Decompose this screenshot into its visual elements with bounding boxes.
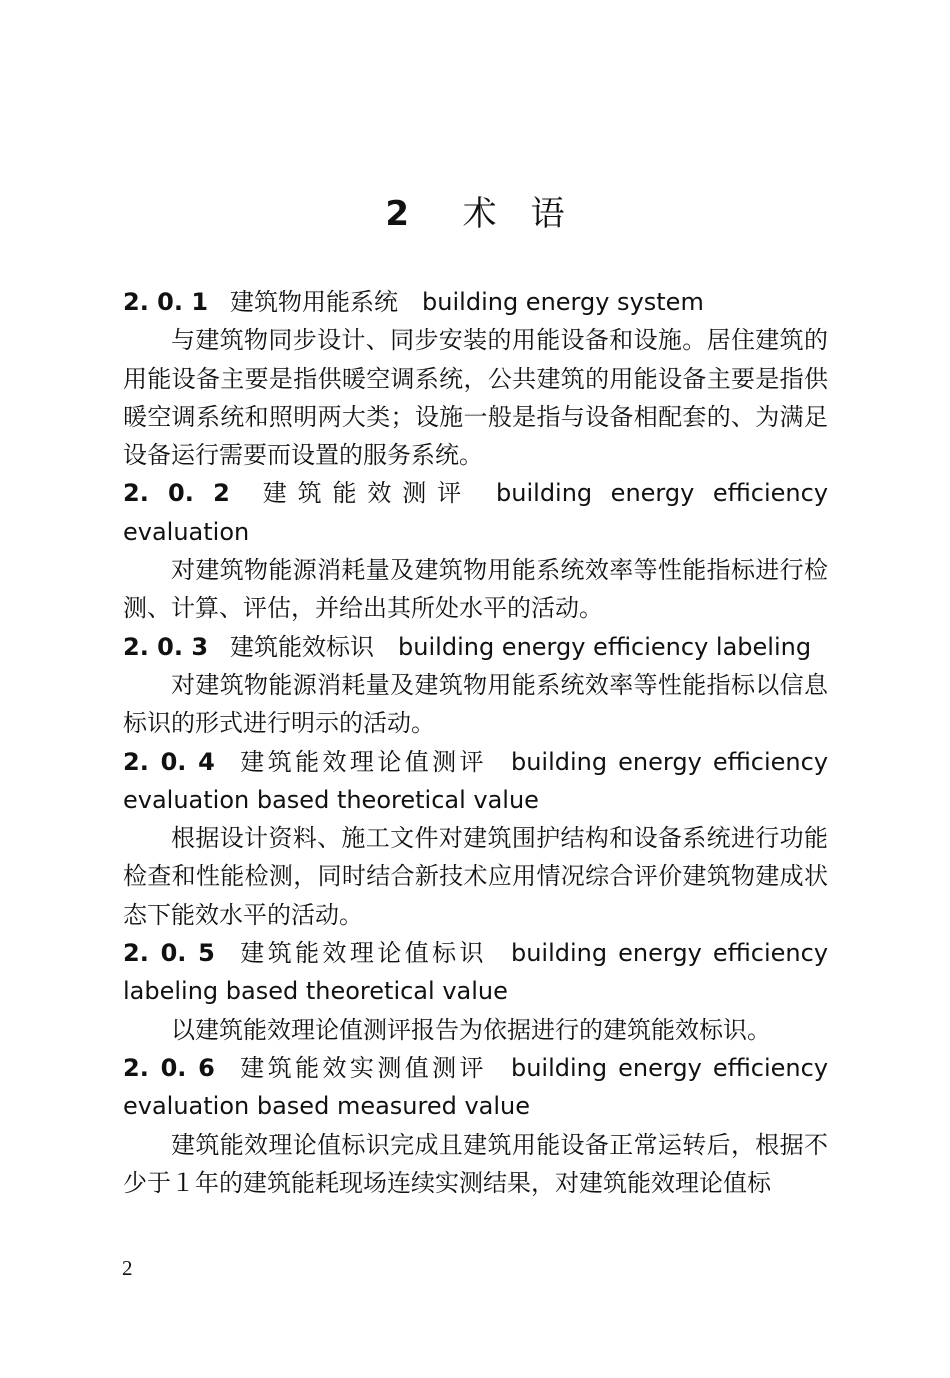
term-english-name: building energy efficiency labeling based theoretical value: [123, 939, 829, 1006]
term-definition: 根据设计资料、施工文件对建筑围护结构和设备系统进行功能检查和性能检测，同时结合新技术应用情况综合评价建筑物建成状态下能效水平的活动。: [123, 824, 828, 929]
term-number: 2. 0. 1: [123, 288, 209, 316]
term-definition: 对建筑物能源消耗量及建筑物用能系统效率等性能指标进行检测、计算、评估，并给出其所处水平的活动。: [123, 556, 828, 623]
term-chinese-name: 建筑能效理论值标识: [236, 939, 487, 968]
term-heading: [123, 283, 828, 321]
term-number: 2. 0. 2: [123, 479, 230, 508]
terms-section: [123, 283, 828, 1202]
term-english-name: building energy efficiency evaluation based measured value: [123, 1053, 829, 1121]
term-chinese-name: 建筑能效理论值测评: [236, 747, 487, 776]
term-english-name: building energy efficiency evaluation: [123, 479, 829, 546]
term-number: 2. 0. 6: [123, 1053, 215, 1082]
chapter-title: 术 语: [462, 194, 565, 234]
term-definition: 以建筑能效理论值测评报告为依据进行的建筑能效标识。: [171, 1015, 771, 1044]
term-number: 2. 0. 4: [123, 747, 215, 776]
term-english-name: building energy efficiency labeling: [398, 632, 812, 661]
term-chinese-name: 建筑能效测评: [251, 479, 473, 508]
term-number: 2. 0. 3: [123, 632, 209, 661]
chapter-heading: [0, 188, 950, 240]
term-heading: [123, 474, 828, 551]
chapter-number: 2: [385, 194, 409, 234]
term-chinese-name: 建筑能效标识: [230, 632, 375, 661]
term-definition: 建筑能效理论值标识完成且建筑用能设备正常运转后，根据不少于１年的建筑能耗现场连续实测结果，对建筑能效理论值标: [123, 1130, 828, 1197]
term-english-name: building energy system: [422, 288, 704, 316]
term-english-name: building energy efficiency evaluation based theoretical value: [123, 747, 829, 814]
term-definition: 对建筑物能源消耗量及建筑物用能系统效率等性能指标以信息标识的形式进行明示的活动。: [123, 670, 828, 738]
term-number: 2. 0. 5: [123, 939, 215, 968]
term-chinese-name: 建筑能效实测值测评: [236, 1053, 487, 1082]
page-number: 2: [122, 1256, 133, 1280]
term-heading: [123, 628, 828, 666]
term-definition: 与建筑物同步设计、同步安装的用能设备和设施。居住建筑的用能设备主要是指供暖空调系统，公共建筑的用能设备主要是指供暖空调系统和照明两大类；设施一般是指与设备相配套的、为满足设备运行需要而设置的服务系统。: [123, 326, 828, 470]
term-heading: [123, 1049, 828, 1126]
term-chinese-name: 建筑物用能系统: [230, 288, 399, 316]
term-heading: [123, 743, 828, 820]
term-heading: [123, 934, 828, 1011]
